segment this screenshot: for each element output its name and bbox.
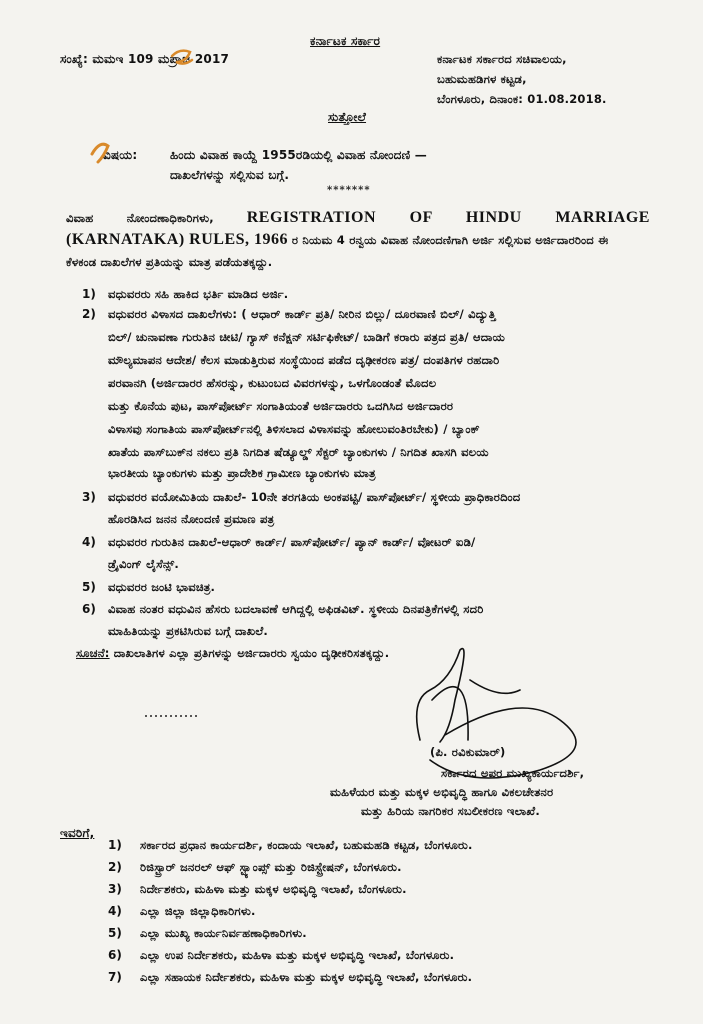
item-line: ಮಾಹಿತಿಯನ್ನು ಪ್ರಕಟಿಸಿರುವ ಬಗ್ಗೆ ದಾಖಲೆ.	[108, 624, 268, 638]
item-line: ಭಾರತೀಯ ಬ್ಯಾಂಕುಗಳು ಮತ್ತು ಪ್ರಾದೇಶಿಕ ಗ್ರಾಮೀಣ ಬ್ಯಾಂಕುಗಳು ಮಾತ್ರ	[108, 466, 376, 480]
recipient-text: ಎಲ್ಲಾ ಸಹಾಯಕ ನಿರ್ದೇಶಕರು, ಮಹಿಳಾ ಮತ್ತು ಮಕ್ಕಳ ಅಭಿವೃದ್ಧಿ ಇಲಾಖೆ, ಬೆಂಗಳೂರು.	[140, 970, 473, 984]
item-number: 2)	[82, 307, 96, 321]
intro-rules-b: (KARNATAKA) RULES, 1966	[66, 231, 289, 248]
recipient-text: ನಿರ್ದೇಶಕರು, ಮಹಿಳಾ ಮತ್ತು ಮಕ್ಕಳ ಅಭಿವೃದ್ಧಿ ಇಲಾಖೆ, ಬೆಂಗಳೂರು.	[140, 882, 407, 896]
address-line-3: ಬೆಂಗಳೂರು, ದಿನಾಂಕ: 01.08.2018.	[437, 92, 607, 106]
item-line: ಪರವಾನಗಿ (ಅರ್ಜಿದಾರರ ಹೆಸರನ್ನು, ಕುಟುಂಬದ ವಿವರಗಳನ್ನು, ಒಳಗೊಂಡಂತೆ ಮೊದಲ	[108, 376, 437, 390]
recipient-text: ಎಲ್ಲಾ ಉಪ ನಿರ್ದೇಶಕರು, ಮಹಿಳಾ ಮತ್ತು ಮಕ್ಕಳ ಅಭಿವೃದ್ಧಿ ಇಲಾಖೆ, ಬೆಂಗಳೂರು.	[140, 948, 455, 962]
item-number: 1)	[82, 287, 96, 301]
recipients-label: ಇವರಿಗೆ,	[60, 826, 95, 840]
recipient-number: 7)	[108, 970, 122, 984]
reference-number: ಸಂಖ್ಯೆ: ಮಮಇ 109 ಮಪ್ರಾಜ 2017	[60, 52, 230, 66]
signatory-dept-1: ಮಹಿಳೆಯರ ಮತ್ತು ಮಕ್ಕಳ ಅಭಿವೃದ್ಧಿ ಹಾಗೂ ವಿಕಲಚೇತನರ	[330, 785, 554, 799]
item-number: 6)	[82, 602, 96, 616]
recipient-number: 5)	[108, 926, 122, 940]
subject-label: ವಿಷಯ:	[103, 148, 138, 162]
recipient-number: 6)	[108, 948, 122, 962]
recipient-text: ಎಲ್ಲಾ ಮುಖ್ಯ ಕಾರ್ಯನಿರ್ವಹಣಾಧಿಕಾರಿಗಳು.	[140, 926, 307, 940]
item-line: ಡ್ರೈವಿಂಗ್ ಲೈಸೆನ್ಸ್.	[108, 557, 179, 571]
recipient-number: 4)	[108, 904, 122, 918]
recipient-text: ಎಲ್ಲಾ ಜಿಲ್ಲಾ ಜಿಲ್ಲಾಧಿಕಾರಿಗಳು.	[140, 904, 256, 918]
note-text: ದಾಖಲಾತಿಗಳ ಎಲ್ಲಾ ಪ್ರತಿಗಳನ್ನು ಅರ್ಜಿದಾರರು ಸ್ವಯಂ ದೃಢೀಕರಿಸತಕ್ಕದ್ದು.	[113, 646, 390, 660]
address-line-1: ಕರ್ನಾಟಕ ಸರ್ಕಾರದ ಸಚಿವಾಲಯ,	[437, 52, 567, 66]
government-title: ಕರ್ನಾಟಕ ಸರ್ಕಾರ	[310, 34, 381, 48]
item-line: ವಧುವರರ ವಯೋಮಿತಿಯ ದಾಖಲೆ- 10ನೇ ತರಗತಿಯ ಅಂಕಪಟ್ಟಿ/ ಪಾಸ್‌ಪೋರ್ಟ್/ ಸ್ಥಳೀಯ ಪ್ರಾಧಿಕಾರದಿಂದ	[108, 490, 521, 504]
intro-tail: ರ ನಿಯಮ 4 ರನ್ವಯ ವಿವಾಹ ನೋಂದಣಿಗಾಗಿ ಅರ್ಜಿ ಸಲ್ಲಿಸುವ ಅರ್ಜಿದಾರರಿಂದ ಈ	[291, 233, 609, 247]
recipient-text: ಸರ್ಕಾರದ ಪ್ರಧಾನ ಕಾರ್ಯದರ್ಶಿ, ಕಂದಾಯ ಇಲಾಖೆ, ಬಹುಮಹಡಿ ಕಟ್ಟಡ, ಬೆಂಗಳೂರು.	[140, 838, 473, 852]
orange-tick-mark	[92, 144, 108, 162]
recipient-text: ರಿಜಿಸ್ಟ್ರಾರ್ ಜನರಲ್ ಆಫ್ ಸ್ಟ್ಯಾಂಪ್ಸ್ ಮತ್ತು ರಿಜಿಸ್ಟ್ರೇಷನ್, ಬೆಂಗಳೂರು.	[140, 860, 402, 874]
subject-line-1: ಹಿಂದು ವಿವಾಹ ಕಾಯ್ದೆ 1955ರಡಿಯಲ್ಲಿ ವಿವಾಹ ನೋಂದಣಿ —	[170, 148, 427, 162]
signatory-name: (ಪಿ. ರವಿಕುಮಾರ್)	[430, 745, 506, 759]
address-line-2: ಬಹುಮಹಡಿಗಳ ಕಟ್ಟಡ,	[437, 72, 527, 86]
item-line: ವಿವಾಹ ನಂತರ ವಧುವಿನ ಹೆಸರು ಬದಲಾವಣೆ ಆಗಿದ್ದಲ್ಲಿ ಅಫಿಡವಿಟ್. ಸ್ಥಳೀಯ ದಿನಪತ್ರಿಕೆಗಳಲ್ಲಿ ಸದರಿ	[108, 602, 484, 616]
item-line: ಮೌಲ್ಯಮಾಪನ ಆದೇಶ/ ಕೆಲಸ ಮಾಡುತ್ತಿರುವ ಸಂಸ್ಥೆಯಿಂದ ಪಡೆದ ದೃಢೀಕರಣ ಪತ್ರ/ ದಂಪತಿಗಳ ರಹದಾರಿ	[108, 353, 500, 367]
intro-lead: ವಿವಾಹ ನೋಂದಣಾಧಿಕಾರಿಗಳು,	[66, 211, 214, 225]
recipient-number: 2)	[108, 860, 122, 874]
item-number: 4)	[82, 535, 96, 549]
item-line: ವಧುವರರ ವಿಳಾಸದ ದಾಖಲೆಗಳು: ( ಆಧಾರ್ ಕಾರ್ಡ್ ಪ್ರತಿ/ ನೀರಿನ ಬಿಲ್ಲು/ ದೂರವಾಣಿ ಬಿಲ್/ ವಿದ್ಯುತ್ತಿ	[108, 307, 496, 321]
recipient-number: 3)	[108, 882, 122, 896]
intro-line-3: ಕೆಳಕಂಡ ದಾಖಲೆಗಳ ಪ್ರತಿಯನ್ನು ಮಾತ್ರ ಪಡೆಯತಕ್ಕದ್ದು.	[66, 255, 273, 269]
item-line: ವಧುವರರು ಸಹಿ ಹಾಕಿದ ಭರ್ತಿ ಮಾಡಿದ ಅರ್ಜಿ.	[108, 287, 289, 301]
signatory-dept-2: ಮತ್ತು ಹಿರಿಯ ನಾಗರಿಕರ ಸಬಲೀಕರಣ ಇಲಾಖೆ.	[361, 804, 540, 818]
item-line: ವಿಳಾಸವು ಸಂಗಾತಿಯ ಪಾಸ್‌ಪೋರ್ಟ್‌ನಲ್ಲಿ ತಿಳಿಸಲಾದ ವಿಳಾಸವನ್ನು ಹೋಲುವಂತಿರಬೇಕು) / ಬ್ಯಾಂಕ್	[108, 422, 480, 436]
item-number: 3)	[82, 490, 96, 504]
separator-stars: *******	[327, 185, 371, 196]
orange-handwritten-mark	[172, 51, 192, 64]
item-number: 5)	[82, 580, 96, 594]
recipient-number: 1)	[108, 838, 122, 852]
intro-rules-a: REGISTRATION OF HINDU MARRIAGE	[246, 209, 650, 226]
item-line: ಮತ್ತು ಕೊನೆಯ ಪುಟ, ಪಾಸ್‌ಪೋರ್ಟ್ ಸಂಗಾತಿಯಂತೆ ಅರ್ಜಿದಾರರು ಒದಗಿಸಿದ ಅರ್ಜಿದಾರರ	[108, 399, 454, 413]
item-line: ಖಾತೆಯ ಪಾಸ್‌ಬುಕ್‌ನ ನಕಲು ಪ್ರತಿ ನಿಗದಿತ ಷೆಡ್ಯೂಲ್ಡ್ ಸೆಕ್ಟರ್ ಬ್ಯಾಂಕುಗಳು / ನಿಗದಿತ ಖಾಸಗಿ ವಲಯ	[108, 445, 489, 459]
note-label: ಸೂಚನೆ:	[76, 646, 110, 660]
notice-title: ಸುತ್ತೋಲೆ	[328, 110, 367, 124]
subject-line-2: ದಾಖಲೆಗಳನ್ನು ಸಲ್ಲಿಸುವ ಬಗ್ಗೆ.	[170, 168, 290, 182]
item-line: ವಧುವರರ ಜಂಟಿ ಭಾವಚಿತ್ರ.	[108, 580, 216, 594]
signature-scribble	[417, 649, 576, 778]
item-line: ವಧುವರರ ಗುರುತಿನ ದಾಖಲೆ-ಆಧಾರ್ ಕಾರ್ಡ್/ ಪಾಸ್‌ಪೋರ್ಟ್/ ಪ್ಯಾನ್ ಕಾರ್ಡ್/ ವೋಟರ್ ಐಡಿ/	[108, 535, 476, 549]
item-line: ಹೊರಡಿಸಿದ ಜನನ ನೋಂದಣಿ ಪ್ರಮಾಣ ಪತ್ರ	[108, 512, 275, 526]
signatory-title: ಸರ್ಕಾರದ ಅಪರ ಮುಖ್ಯಕಾರ್ಯದರ್ಶಿ,	[441, 766, 585, 780]
item-line: ಬಿಲ್/ ಚುನಾವಣಾ ಗುರುತಿನ ಚೀಟಿ/ ಗ್ಯಾಸ್ ಕನೆಕ್ಷನ್ ಸರ್ಟಿಫಿಕೇಟ್/ ಬಾಡಿಗೆ ಕರಾರು ಪತ್ರದ ಪ್ರತಿ/ ಆದಾಯ	[108, 330, 505, 344]
